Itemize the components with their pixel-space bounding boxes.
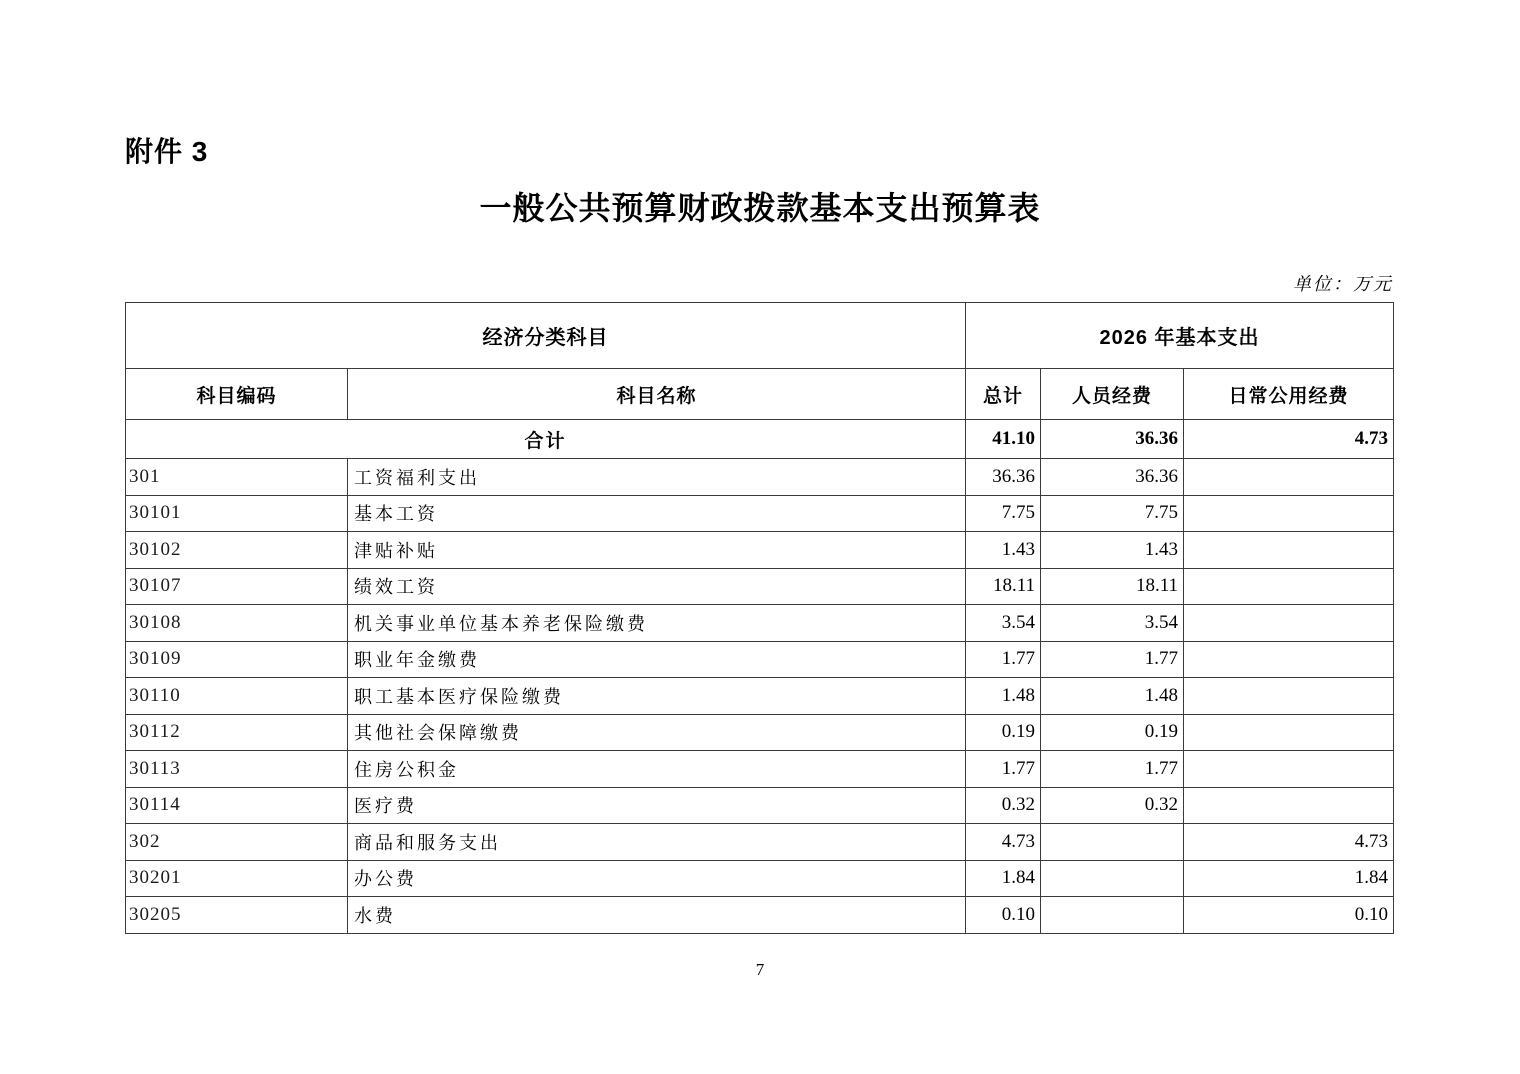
cell-daily: [1184, 787, 1394, 824]
cell-daily: [1184, 568, 1394, 605]
table-row: [126, 787, 1394, 824]
budget-table: [125, 302, 1394, 934]
cell-subject-code: 30205: [126, 897, 348, 934]
total-row-daily-value: 4.73: [1184, 420, 1394, 459]
cell-subject-name: 其他社会保障缴费: [348, 714, 966, 751]
cell-daily: 4.73: [1184, 824, 1394, 861]
table-row: [126, 568, 1394, 605]
cell-subject-name: 办公费: [348, 860, 966, 897]
table-row: [126, 532, 1394, 569]
cell-total: 3.54: [966, 605, 1041, 642]
cell-subject-name: 职业年金缴费: [348, 641, 966, 678]
cell-total: 0.10: [966, 897, 1041, 934]
total-row-personnel-value: 36.36: [1041, 420, 1184, 459]
cell-daily: [1184, 532, 1394, 569]
table-row: [126, 897, 1394, 934]
table-body: [126, 459, 1394, 934]
cell-personnel: 36.36: [1041, 459, 1184, 496]
total-row-label: 合计: [126, 420, 966, 459]
cell-daily: [1184, 714, 1394, 751]
cell-total: 1.48: [966, 678, 1041, 715]
cell-total: 1.84: [966, 860, 1041, 897]
cell-subject-name: 职工基本医疗保险缴费: [348, 678, 966, 715]
total-row-total-value: 41.10: [966, 420, 1041, 459]
cell-daily: [1184, 495, 1394, 532]
cell-daily: [1184, 751, 1394, 788]
cell-daily: [1184, 641, 1394, 678]
cell-daily: [1184, 459, 1394, 496]
cell-total: 1.77: [966, 751, 1041, 788]
cell-personnel: 3.54: [1041, 605, 1184, 642]
cell-subject-code: 30102: [126, 532, 348, 569]
cell-subject-name: 医疗费: [348, 787, 966, 824]
cell-subject-code: 302: [126, 824, 348, 861]
cell-subject-name: 工资福利支出: [348, 459, 966, 496]
cell-subject-code: 30114: [126, 787, 348, 824]
header-subject-name: 科目名称: [348, 369, 966, 420]
header-personnel-funds: 人员经费: [1041, 369, 1184, 420]
cell-personnel: 0.32: [1041, 787, 1184, 824]
cell-daily: 0.10: [1184, 897, 1394, 934]
cell-subject-name: 机关事业单位基本养老保险缴费: [348, 605, 966, 642]
cell-personnel: 1.77: [1041, 641, 1184, 678]
cell-subject-code: 30113: [126, 751, 348, 788]
cell-subject-name: 津贴补贴: [348, 532, 966, 569]
cell-subject-code: 30110: [126, 678, 348, 715]
total-row: [126, 420, 1394, 459]
cell-total: 18.11: [966, 568, 1041, 605]
cell-total: 4.73: [966, 824, 1041, 861]
cell-subject-name: 基本工资: [348, 495, 966, 532]
header-group-row: [126, 303, 1394, 369]
cell-personnel: 7.75: [1041, 495, 1184, 532]
cell-subject-name: 水费: [348, 897, 966, 934]
cell-daily: 1.84: [1184, 860, 1394, 897]
table-row: [126, 459, 1394, 496]
header-sub-row: [126, 369, 1394, 420]
header-subject-code: 科目编码: [126, 369, 348, 420]
header-2026-basic-expenditure: 2026 年基本支出: [966, 303, 1394, 369]
cell-total: 0.19: [966, 714, 1041, 751]
header-daily-public-funds: 日常公用经费: [1184, 369, 1394, 420]
unit-note: 单位：万元: [1293, 274, 1393, 294]
cell-total: 1.77: [966, 641, 1041, 678]
table-row: [126, 495, 1394, 532]
cell-personnel: 18.11: [1041, 568, 1184, 605]
cell-personnel: [1041, 824, 1184, 861]
cell-personnel: 1.43: [1041, 532, 1184, 569]
table-row: [126, 714, 1394, 751]
cell-personnel: [1041, 897, 1184, 934]
table-row: [126, 824, 1394, 861]
cell-daily: [1184, 678, 1394, 715]
table-row: [126, 641, 1394, 678]
table-header: [126, 303, 1394, 420]
cell-personnel: 1.77: [1041, 751, 1184, 788]
table-row: [126, 751, 1394, 788]
cell-subject-code: 30107: [126, 568, 348, 605]
cell-total: 1.43: [966, 532, 1041, 569]
cell-subject-code: 30108: [126, 605, 348, 642]
cell-total: 36.36: [966, 459, 1041, 496]
cell-daily: [1184, 605, 1394, 642]
table-row: [126, 605, 1394, 642]
cell-subject-name: 商品和服务支出: [348, 824, 966, 861]
table-row: [126, 678, 1394, 715]
cell-personnel: 0.19: [1041, 714, 1184, 751]
cell-personnel: 1.48: [1041, 678, 1184, 715]
cell-subject-code: 30109: [126, 641, 348, 678]
cell-subject-name: 住房公积金: [348, 751, 966, 788]
cell-subject-code: 301: [126, 459, 348, 496]
document-title: 一般公共预算财政拨款基本支出预算表: [479, 190, 1041, 226]
cell-personnel: [1041, 860, 1184, 897]
cell-total: 7.75: [966, 495, 1041, 532]
cell-subject-name: 绩效工资: [348, 568, 966, 605]
header-total: 总计: [966, 369, 1041, 420]
cell-total: 0.32: [966, 787, 1041, 824]
header-economic-classification: 经济分类科目: [126, 303, 966, 369]
cell-subject-code: 30112: [126, 714, 348, 751]
cell-subject-code: 30201: [126, 860, 348, 897]
cell-subject-code: 30101: [126, 495, 348, 532]
attachment-label: 附件 3: [125, 136, 209, 167]
page-number: 7: [755, 960, 765, 979]
table-row: [126, 860, 1394, 897]
